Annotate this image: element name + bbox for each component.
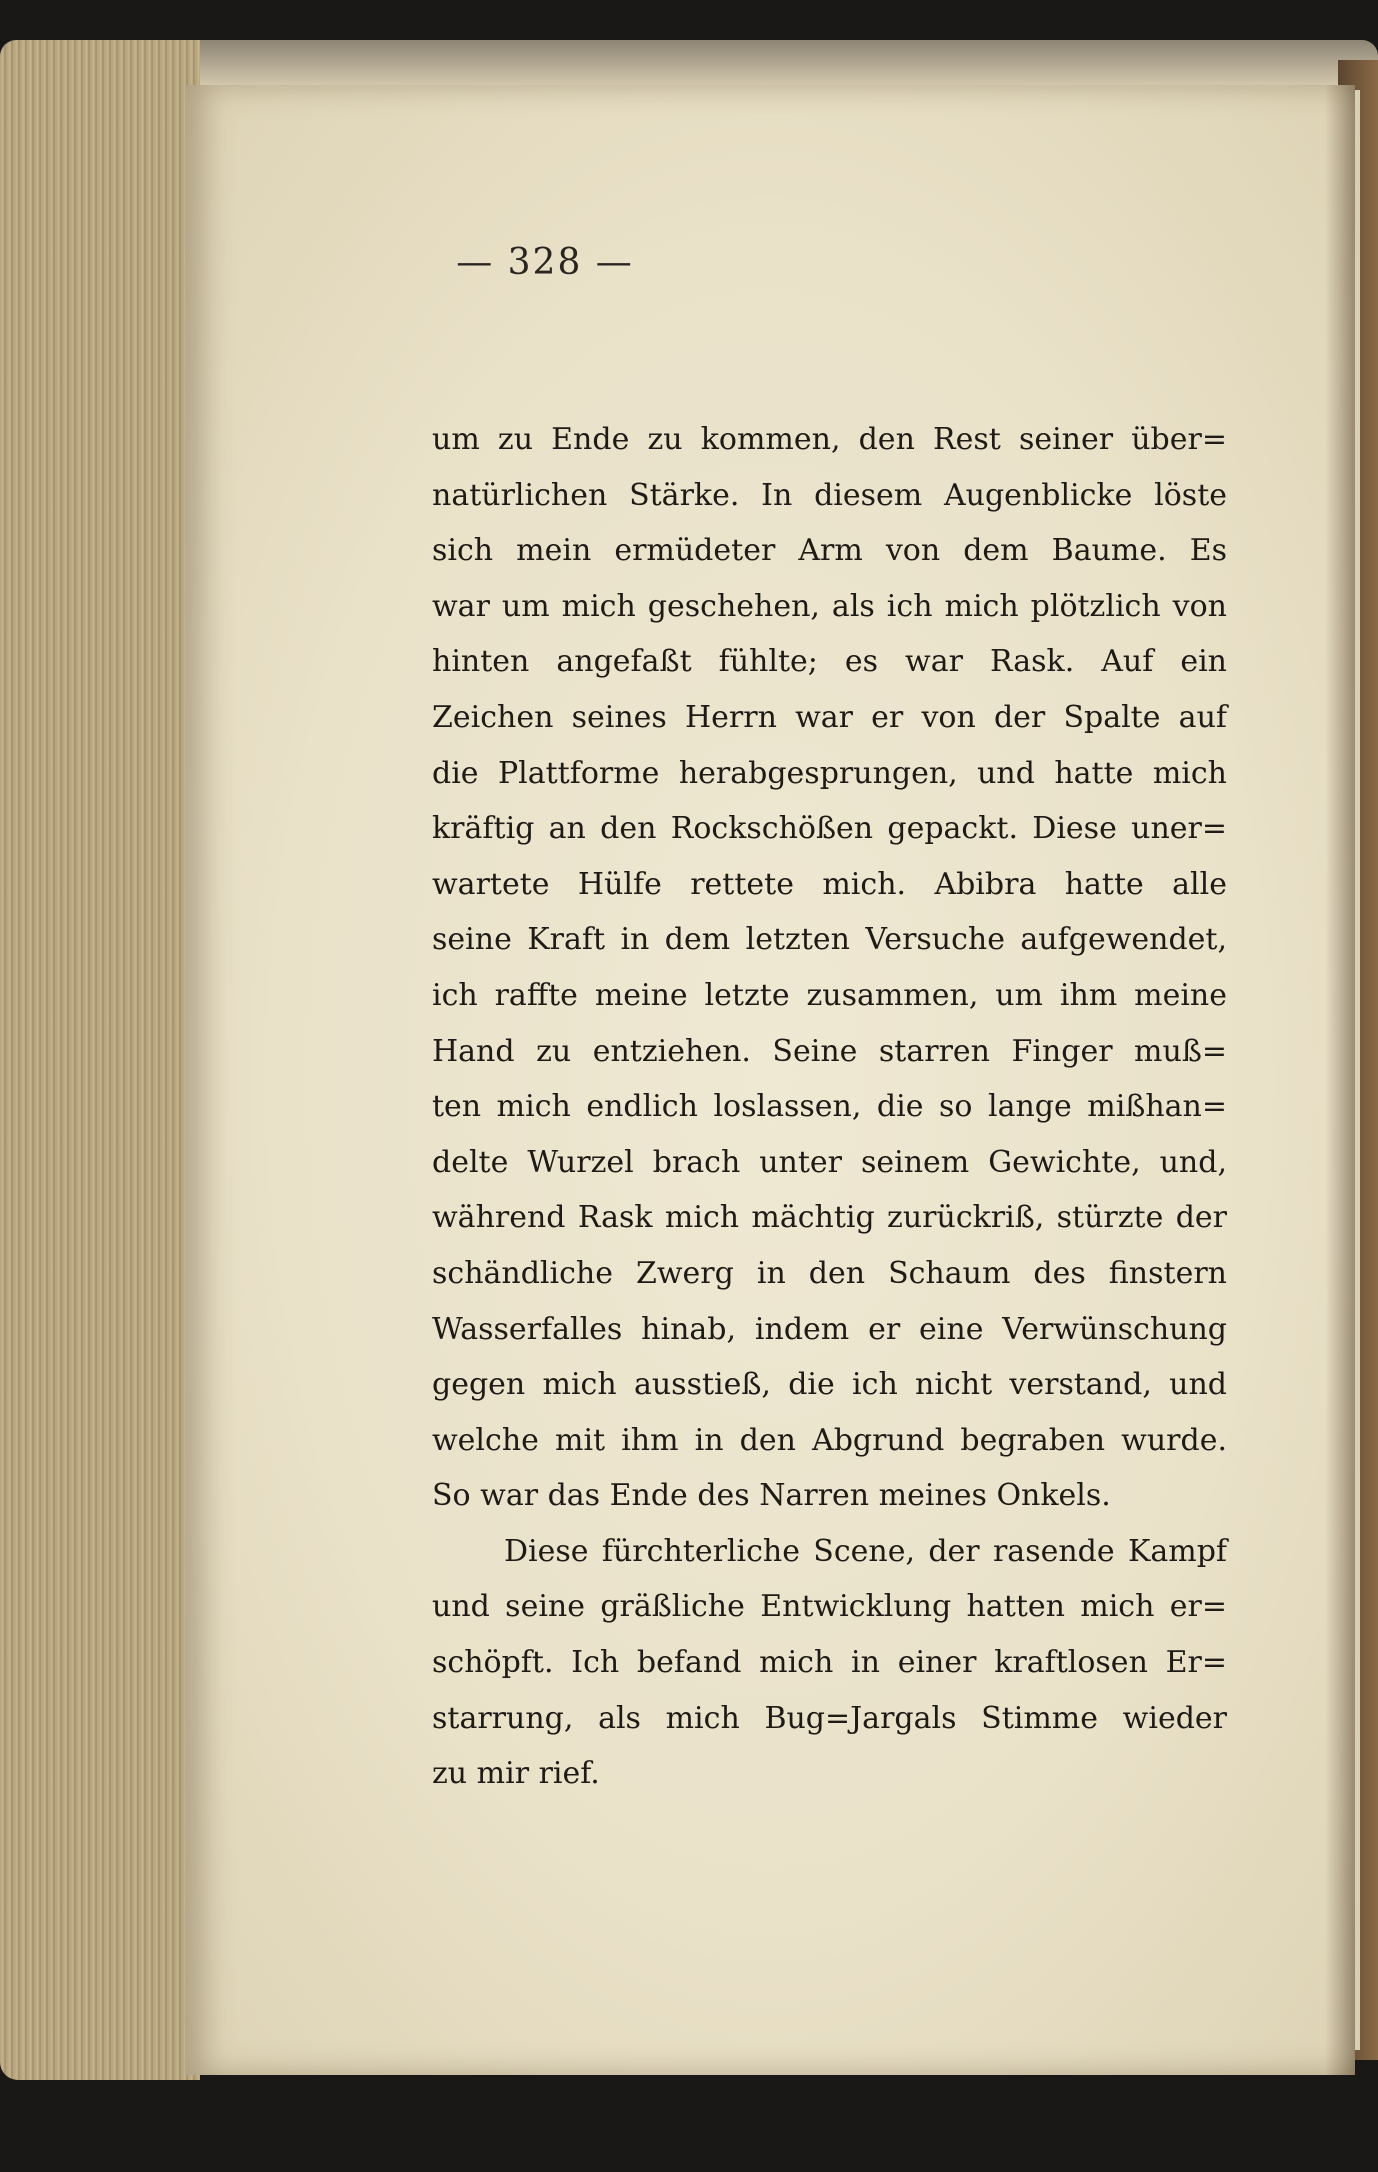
- page-number: — 328 —: [456, 242, 634, 283]
- text-line: hinten angefaßt fühlte; es war Rask. Auf ein: [432, 644, 1227, 680]
- text-line: und seine gräßliche Entwicklung hatten mich er=: [432, 1589, 1227, 1625]
- paragraph: [432, 412, 1227, 1524]
- text-line: schändliche Zwerg in den Schaum des finstern: [432, 1255, 1227, 1291]
- text-line: Hand zu entziehen. Seine starren Finger muß=: [432, 1033, 1227, 1069]
- text-line: seine Kraft in dem letzten Versuche aufgewendet,: [432, 922, 1227, 958]
- text-line: während Rask mich mächtig zurückriß, stürzte der: [432, 1200, 1227, 1236]
- text-line: ten mich endlich loslassen, die so lange mißhan=: [432, 1089, 1227, 1125]
- text-line: war um mich geschehen, als ich mich plötzlich von: [432, 588, 1227, 624]
- page-edges-left: [0, 40, 200, 2080]
- text-line: sich mein ermüdeter Arm von dem Baume. Es: [432, 533, 1227, 569]
- text-line: kräftig an den Rockschößen gepackt. Diese uner=: [432, 811, 1227, 847]
- text-line: ich raffte meine letzte zusammen, um ihm meine: [432, 977, 1227, 1013]
- page-edges-top: [0, 40, 1378, 85]
- text-line: wartete Hülfe rettete mich. Abibra hatte alle: [432, 866, 1227, 902]
- text-line: zu mir rief.: [432, 1756, 600, 1792]
- text-line: Zeichen seines Herrn war er von der Spalte auf: [432, 699, 1227, 735]
- text-line: starrung, als mich Bug=Jargals Stimme wieder: [432, 1700, 1227, 1736]
- page-text: [432, 412, 1227, 1802]
- gutter-shadow: [1325, 85, 1355, 2075]
- text-line: welche mit ihm in den Abgrund begraben wurde.: [432, 1422, 1227, 1458]
- text-line: So war das Ende des Narren meines Onkels.: [432, 1478, 1111, 1514]
- text-line: delte Wurzel brach unter seinem Gewichte, und,: [432, 1144, 1227, 1180]
- text-line: Diese fürchterliche Scene, der rasende Kampf: [504, 1533, 1227, 1569]
- paragraph: [432, 1524, 1227, 1802]
- text-line: Wasserfalles hinab, indem er eine Verwünschung: [432, 1311, 1227, 1347]
- text-line: schöpft. Ich befand mich in einer kraftlosen Er=: [432, 1645, 1227, 1681]
- text-line: natürlichen Stärke. In diesem Augenblicke löste: [432, 477, 1227, 513]
- text-line: um zu Ende zu kommen, den Rest seiner über=: [432, 422, 1227, 457]
- text-line: die Plattforme herabgesprungen, und hatte mich: [432, 755, 1227, 791]
- text-line: gegen mich ausstieß, die ich nicht verstand, und: [432, 1367, 1227, 1403]
